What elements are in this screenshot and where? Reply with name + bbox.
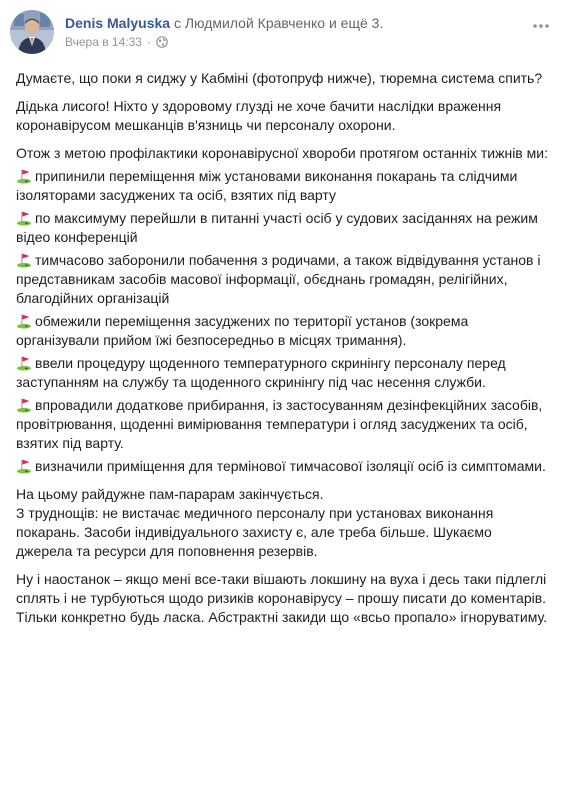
list-item-text: визначили приміщення для термінової тимчасової ізоляції осіб із симптомами. xyxy=(35,458,546,474)
post-timestamp-link[interactable]: Вчера в 14:33 xyxy=(65,35,142,49)
post-header xyxy=(10,10,554,56)
post-paragraph-final: Ну і наостанок – якщо мені все-таки вішають локшину на вуха і десь таки підлеглі сплять і не турбуються щодо ризиків коронавірусу – прошу писати до коментарів. Тільки конкретно будь ласка. Абстрактні закиди що «всьо пропало» ігноруватиму. xyxy=(16,571,548,625)
golf-flag-icon xyxy=(16,252,32,268)
post-header-text xyxy=(65,14,515,50)
list-item-text: обмежили переміщення засуджених по території установ (зокрема організували прийом їжі безпосередньо в місцях тримання). xyxy=(16,313,469,348)
tagged-people-link[interactable]: Людмилой Кравченко и ещё 3. xyxy=(184,15,384,31)
golf-flag-icon xyxy=(16,458,32,474)
golf-flag-icon xyxy=(16,168,32,184)
list-item-text: по максимуму перейшли в питанні участі осіб у судових засіданнях на режим відео конференцій xyxy=(16,210,538,245)
author-name-link[interactable]: Denis Malyuska xyxy=(65,15,171,31)
list-item-text: впровадили додаткове прибирання, із застосуванням дезінфекційних засобів, провітрювання, щоденні вимірювання температури і огляд засуджених та осіб, взятих під варту. xyxy=(16,397,543,451)
golf-flag-icon xyxy=(16,397,32,413)
post-body xyxy=(16,69,548,636)
list-item xyxy=(16,209,548,247)
golf-flag-icon xyxy=(16,210,32,226)
author-line xyxy=(65,14,515,32)
globe-icon[interactable] xyxy=(156,36,168,48)
list-item xyxy=(16,457,548,476)
post-paragraph-closing xyxy=(16,485,548,561)
post-meta xyxy=(65,34,515,50)
post-paragraph-2: Дідька лисого! Ніхто у здоровому глузді не хоче бачити наслідки враження коронавірусом мешканців в'язниць чи персоналу охорони. xyxy=(16,98,502,133)
list-item xyxy=(16,167,548,205)
golf-flag-icon xyxy=(16,313,32,329)
list-item-text: тимчасово заборонили побачення з родичами, а також відвідування установ і представникам засобів масової інформації, обєднань громадян, релігійних, благодійних організацій xyxy=(16,252,541,306)
post-paragraph-1: Думаєте, що поки я сиджу у Кабміні (фотопруф нижче), тюремна система спить? xyxy=(16,70,543,86)
author-avatar[interactable] xyxy=(10,10,54,54)
meta-separator: · xyxy=(146,35,151,49)
closing-line-2: З труднощів: не вистачає медичного персоналу при установах виконання покарань. Засоби індивідуального захисту є, але треба більше. Шукаємо джерела та ресурси для поповнення резервів. xyxy=(16,505,494,559)
post-options-button[interactable] xyxy=(530,14,552,30)
closing-line-1: На цьому райдужне пам-парарам закінчується. xyxy=(16,486,324,502)
list-item xyxy=(16,354,548,392)
list-item-text: припинили переміщення між установами виконання покарань та слідчими ізоляторами засуджених та осіб, взятих під варту xyxy=(16,168,518,203)
list-item xyxy=(16,396,548,453)
with-label: с xyxy=(173,15,181,31)
golf-flag-icon xyxy=(16,355,32,371)
list-item xyxy=(16,251,548,308)
list-item-text: ввели процедуру щоденного температурного скринінгу персоналу перед заступанням на службу та щоденного скринінгу під час несення служби. xyxy=(16,355,506,390)
list-item xyxy=(16,312,548,350)
ellipsis-icon xyxy=(533,12,549,33)
post-paragraph-3: Отож з метою профілактики коронавірусної хвороби протягом останніх тижнів ми: xyxy=(16,145,548,161)
